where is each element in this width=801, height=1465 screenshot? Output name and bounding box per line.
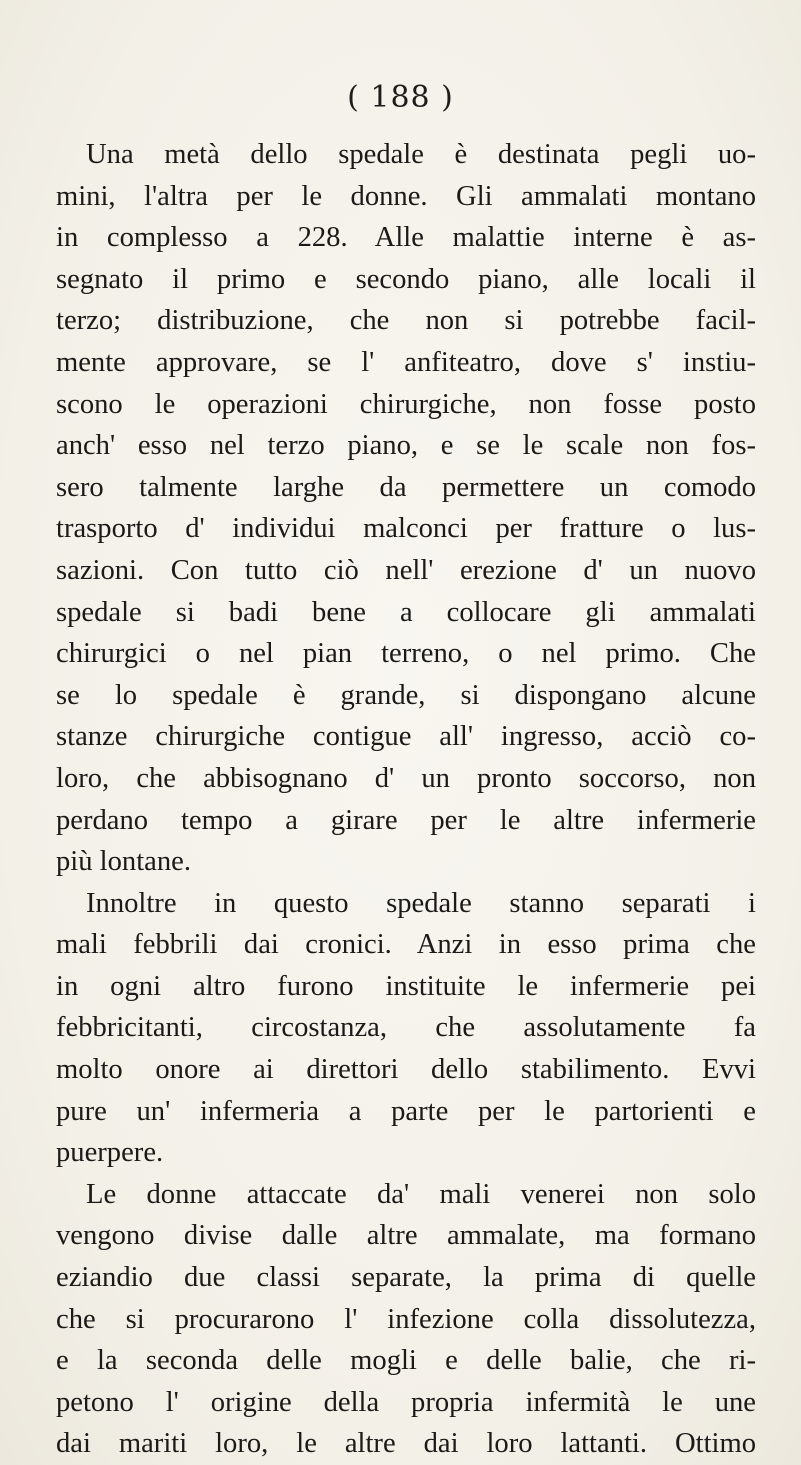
text-line: eziandio due classi separate, la prima di quelle	[56, 1262, 756, 1294]
text-line: trasporto d' individui malconci per fratture o lus-	[56, 513, 756, 545]
text-line: perdano tempo a girare per le altre infermerie	[56, 804, 756, 836]
text-line: mini, l'altra per le donne. Gli ammalati montano	[56, 180, 756, 212]
text-line: se lo spedale è grande, si dispongano alcune	[56, 679, 756, 711]
body-text	[56, 134, 756, 1465]
text-line: spedale si badi bene a collocare gli ammalati	[56, 596, 756, 628]
text-line: vengono divise dalle altre ammalate, ma formano	[56, 1220, 756, 1252]
text-line: petono l' origine della propria infermità le une	[56, 1386, 756, 1418]
text-line: sazioni. Con tutto ciò nell' erezione d' un nuovo	[56, 554, 756, 586]
text-line: segnato il primo e secondo piano, alle locali il	[56, 263, 756, 295]
text-line: mali febbrili dai cronici. Anzi in esso prima che	[56, 929, 756, 961]
text-line: mente approvare, se l' anfiteatro, dove s' instiu-	[56, 346, 756, 378]
text-line: chirurgici o nel pian terreno, o nel primo. Che	[56, 638, 756, 670]
text-line: anch' esso nel terzo piano, e se le scale non fos-	[56, 430, 756, 462]
text-line: sero talmente larghe da permettere un comodo	[56, 471, 756, 503]
text-line: Innoltre in questo spedale stanno separati i	[86, 887, 756, 919]
text-line: dai mariti loro, le altre dai loro lattanti. Ottimo	[56, 1428, 756, 1460]
text-line: in complesso a 228. Alle malattie interne è as-	[56, 222, 756, 254]
text-line: pure un' infermeria a parte per le partorienti e	[56, 1095, 756, 1127]
text-line: e la seconda delle mogli e delle balie, che ri-	[56, 1345, 756, 1377]
text-line: più lontane.	[56, 846, 191, 878]
text-line: in ogni altro furono instituite le infermerie pei	[56, 970, 756, 1002]
text-line: stanze chirurgiche contigue all' ingresso, acciò co-	[56, 721, 756, 753]
text-line: febbricitanti, circostanza, che assolutamente fa	[56, 1012, 756, 1044]
text-line: loro, che abbisognano d' un pronto soccorso, non	[56, 762, 756, 794]
text-line: puerpere.	[56, 1137, 164, 1169]
page-number: ( 188 )	[347, 80, 454, 115]
text-line: molto onore ai direttori dello stabilimento. Evvi	[56, 1054, 756, 1086]
text-line: Le donne attaccate da' mali venerei non solo	[86, 1178, 756, 1210]
text-line: che si procurarono l' infezione colla dissolutezza,	[56, 1303, 756, 1335]
text-line: terzo; distribuzione, che non si potrebbe facil-	[56, 305, 756, 337]
text-line: scono le operazioni chirurgiche, non fosse posto	[56, 388, 756, 420]
text-line: Una metà dello spedale è destinata pegli uo-	[86, 139, 756, 170]
